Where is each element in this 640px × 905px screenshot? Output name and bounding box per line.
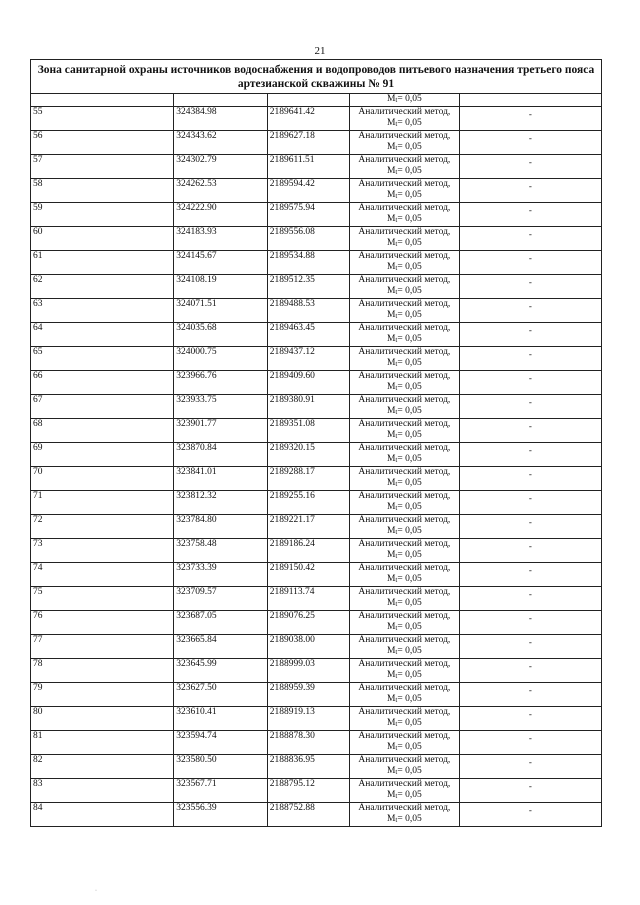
scan-mark: · — [95, 888, 97, 894]
method-text: Аналитический метод, — [358, 539, 451, 549]
coordinate-y: 2189380.91 — [267, 395, 349, 419]
coordinate-y: 2189556.08 — [267, 227, 349, 251]
accuracy-cell — [459, 275, 601, 299]
accuracy-cell — [459, 731, 601, 755]
accuracy-cell — [459, 371, 601, 395]
dash-mark: - — [528, 541, 532, 551]
dash-mark: - — [528, 133, 532, 143]
dash-mark: - — [528, 781, 532, 791]
method-text: Аналитический метод, — [358, 635, 451, 645]
accuracy-cell — [459, 107, 601, 131]
coordinate-x: 323556.39 — [174, 803, 267, 827]
method-text: Аналитический метод, — [358, 731, 451, 741]
accuracy-formula: Mt= 0,05 — [386, 286, 422, 296]
coordinate-x: 323580.50 — [174, 755, 267, 779]
accuracy-cell — [459, 299, 601, 323]
point-number: 71 — [31, 491, 174, 515]
accuracy-formula: Mt= 0,05 — [386, 382, 422, 392]
method-cell — [350, 347, 460, 371]
point-number: 60 — [31, 227, 174, 251]
table-row — [31, 299, 602, 323]
coordinate-x: 323784.80 — [174, 515, 267, 539]
accuracy-formula: Mt= 0,05 — [386, 430, 422, 440]
method-cell — [350, 131, 460, 155]
table-row — [31, 371, 602, 395]
point-number: 63 — [31, 299, 174, 323]
coordinate-x: 323901.77 — [174, 419, 267, 443]
coordinate-y: 2189512.35 — [267, 275, 349, 299]
coordinate-y: 2189534.88 — [267, 251, 349, 275]
method-cell — [350, 515, 460, 539]
coordinate-x: 323645.99 — [174, 659, 267, 683]
dash-mark: - — [528, 661, 532, 671]
accuracy-formula: Mt= 0,05 — [386, 454, 422, 464]
coordinate-x: 323687.05 — [174, 611, 267, 635]
continuation-accuracy-cell — [459, 94, 601, 107]
coordinate-y: 2189594.42 — [267, 179, 349, 203]
accuracy-formula: Mt= 0,05 — [386, 166, 422, 176]
method-cell — [350, 371, 460, 395]
table-row — [31, 803, 602, 827]
coordinates-table — [30, 59, 602, 827]
dash-mark: - — [528, 253, 532, 263]
point-number: 81 — [31, 731, 174, 755]
accuracy-cell — [459, 323, 601, 347]
table-title: Зона санитарной охраны источников водоснабжения и водопроводов питьевого назначения третьего пояса артезианской скважины № 91 — [31, 60, 602, 94]
coordinate-y: 2189488.53 — [267, 299, 349, 323]
point-number: 72 — [31, 515, 174, 539]
dash-mark: - — [528, 517, 532, 527]
method-cell — [350, 707, 460, 731]
dash-mark: - — [528, 757, 532, 767]
accuracy-cell — [459, 227, 601, 251]
coordinate-y: 2188878.30 — [267, 731, 349, 755]
coordinate-y: 2188795.12 — [267, 779, 349, 803]
table-row — [31, 731, 602, 755]
method-text: Аналитический метод, — [358, 299, 451, 309]
dash-mark: - — [528, 157, 532, 167]
table-row — [31, 227, 602, 251]
method-text: Аналитический метод, — [358, 371, 451, 381]
method-text: Аналитический метод, — [358, 275, 451, 285]
dash-mark: - — [528, 805, 532, 815]
table-row — [31, 587, 602, 611]
coordinate-x: 324071.51 — [174, 299, 267, 323]
point-number: 80 — [31, 707, 174, 731]
method-cell — [350, 683, 460, 707]
point-number: 62 — [31, 275, 174, 299]
accuracy-formula: Mt= 0,05 — [386, 358, 422, 368]
point-number: 58 — [31, 179, 174, 203]
coordinate-x: 323610.41 — [174, 707, 267, 731]
method-cell — [350, 323, 460, 347]
method-text: Аналитический метод, — [358, 611, 451, 621]
coordinate-y: 2189351.08 — [267, 419, 349, 443]
coordinate-y: 2189038.00 — [267, 635, 349, 659]
coordinate-y: 2189288.17 — [267, 467, 349, 491]
accuracy-cell — [459, 635, 601, 659]
method-text: Аналитический метод, — [358, 803, 451, 813]
point-number: 82 — [31, 755, 174, 779]
table-body — [31, 60, 602, 827]
accuracy-cell — [459, 467, 601, 491]
coordinate-x: 324108.19 — [174, 275, 267, 299]
dash-mark: - — [528, 685, 532, 695]
coordinate-x: 323870.84 — [174, 443, 267, 467]
dash-mark: - — [528, 637, 532, 647]
coordinate-y: 2189255.16 — [267, 491, 349, 515]
method-text: Аналитический метод, — [358, 155, 451, 165]
method-cell — [350, 203, 460, 227]
method-cell — [350, 227, 460, 251]
accuracy-formula: Mt= 0,05 — [386, 262, 422, 272]
accuracy-cell — [459, 419, 601, 443]
coordinate-y: 2189627.18 — [267, 131, 349, 155]
coordinate-x: 324343.62 — [174, 131, 267, 155]
method-cell — [350, 107, 460, 131]
coordinate-y: 2188959.39 — [267, 683, 349, 707]
coordinate-x: 324183.93 — [174, 227, 267, 251]
method-cell — [350, 275, 460, 299]
accuracy-formula: Mt= 0,05 — [386, 646, 422, 656]
method-text: Аналитический метод, — [358, 227, 451, 237]
dash-mark: - — [528, 469, 532, 479]
method-text: Аналитический метод, — [358, 131, 451, 141]
table-row — [31, 515, 602, 539]
table-row — [31, 611, 602, 635]
table-row — [31, 275, 602, 299]
dash-mark: - — [528, 733, 532, 743]
method-text: Аналитический метод, — [358, 683, 451, 693]
table-row — [31, 707, 602, 731]
dash-mark: - — [528, 277, 532, 287]
accuracy-formula: Mt= 0,05 — [386, 766, 422, 776]
accuracy-cell — [459, 515, 601, 539]
page-number: 21 — [314, 45, 326, 57]
accuracy-cell — [459, 803, 601, 827]
method-cell — [350, 563, 460, 587]
method-text: Аналитический метод, — [358, 419, 451, 429]
point-number: 61 — [31, 251, 174, 275]
point-number: 67 — [31, 395, 174, 419]
accuracy-cell — [459, 179, 601, 203]
point-number: 70 — [31, 467, 174, 491]
accuracy-formula: Mt= 0,05 — [386, 718, 422, 728]
coordinate-x: 323758.48 — [174, 539, 267, 563]
table-title-row — [31, 60, 602, 94]
method-cell — [350, 251, 460, 275]
method-cell — [350, 803, 460, 827]
accuracy-cell — [459, 443, 601, 467]
accuracy-cell — [459, 755, 601, 779]
point-number: 55 — [31, 107, 174, 131]
table-row — [31, 107, 602, 131]
dash-mark: - — [528, 589, 532, 599]
accuracy-cell — [459, 659, 601, 683]
accuracy-formula: Mt= 0,05 — [386, 814, 422, 824]
dash-mark: - — [528, 421, 532, 431]
coordinate-y: 2189221.17 — [267, 515, 349, 539]
table-row — [31, 755, 602, 779]
accuracy-cell — [459, 131, 601, 155]
coordinate-y: 2189113.74 — [267, 587, 349, 611]
method-cell — [350, 467, 460, 491]
table-row — [31, 659, 602, 683]
table-row — [31, 491, 602, 515]
continuation-y-cell — [267, 94, 349, 107]
accuracy-cell — [459, 155, 601, 179]
table-row — [31, 443, 602, 467]
accuracy-cell — [459, 707, 601, 731]
method-text: Аналитический метод, — [358, 779, 451, 789]
coordinate-y: 2189150.42 — [267, 563, 349, 587]
coordinate-x: 324262.53 — [174, 179, 267, 203]
accuracy-formula: Mt= 0,05 — [386, 598, 422, 608]
accuracy-formula: Mt= 0,05 — [386, 550, 422, 560]
table-row — [31, 395, 602, 419]
coordinate-x: 323841.01 — [174, 467, 267, 491]
accuracy-formula: Mt= 0,05 — [386, 670, 422, 680]
coordinate-y: 2188919.13 — [267, 707, 349, 731]
dash-mark: - — [528, 181, 532, 191]
coordinate-x: 324035.68 — [174, 323, 267, 347]
method-cell — [350, 659, 460, 683]
method-text: Аналитический метод, — [358, 251, 451, 261]
coordinate-x: 323627.50 — [174, 683, 267, 707]
accuracy-formula: Mt= 0,05 — [386, 790, 422, 800]
dash-mark: - — [528, 397, 532, 407]
point-number: 66 — [31, 371, 174, 395]
method-cell — [350, 155, 460, 179]
method-cell — [350, 443, 460, 467]
method-cell — [350, 299, 460, 323]
dash-mark: - — [528, 205, 532, 215]
accuracy-cell — [459, 611, 601, 635]
accuracy-formula: Mt= 0,05 — [386, 478, 422, 488]
point-number: 65 — [31, 347, 174, 371]
point-number: 68 — [31, 419, 174, 443]
table-row — [31, 323, 602, 347]
method-cell — [350, 635, 460, 659]
dash-mark: - — [528, 229, 532, 239]
coordinate-x: 323966.76 — [174, 371, 267, 395]
method-cell — [350, 611, 460, 635]
accuracy-formula: Mt= 0,05 — [386, 502, 422, 512]
coordinate-y: 2189575.94 — [267, 203, 349, 227]
coordinate-x: 323665.84 — [174, 635, 267, 659]
table-row — [31, 179, 602, 203]
method-text: Аналитический метод, — [358, 467, 451, 477]
accuracy-formula: Mt= 0,05 — [386, 118, 422, 128]
coordinate-y: 2189076.25 — [267, 611, 349, 635]
accuracy-formula: Mt= 0,05 — [386, 406, 422, 416]
continuation-row — [31, 94, 602, 107]
table-row — [31, 419, 602, 443]
point-number: 64 — [31, 323, 174, 347]
method-cell — [350, 395, 460, 419]
point-number: 83 — [31, 779, 174, 803]
method-cell — [350, 491, 460, 515]
accuracy-cell — [459, 251, 601, 275]
accuracy-formula: Mt= 0,05 — [386, 694, 422, 704]
table-row — [31, 683, 602, 707]
accuracy-cell — [459, 779, 601, 803]
method-text: Аналитический метод, — [358, 107, 451, 117]
dash-mark: - — [528, 613, 532, 623]
point-number: 77 — [31, 635, 174, 659]
point-number: 69 — [31, 443, 174, 467]
coordinate-y: 2189409.60 — [267, 371, 349, 395]
coordinate-x: 324145.67 — [174, 251, 267, 275]
method-text: Аналитический метод, — [358, 515, 451, 525]
method-cell — [350, 179, 460, 203]
dash-mark: - — [528, 709, 532, 719]
accuracy-formula: Mt= 0,05 — [386, 526, 422, 536]
accuracy-cell — [459, 491, 601, 515]
method-cell — [350, 587, 460, 611]
table-row — [31, 347, 602, 371]
continuation-num-cell — [31, 94, 174, 107]
coordinate-y: 2188999.03 — [267, 659, 349, 683]
dash-mark: - — [528, 109, 532, 119]
coordinate-x: 323933.75 — [174, 395, 267, 419]
dash-mark: - — [528, 445, 532, 455]
method-text: Аналитический метод, — [358, 443, 451, 453]
accuracy-formula: Mt= 0,05 — [386, 238, 422, 248]
point-number: 79 — [31, 683, 174, 707]
method-cell — [350, 779, 460, 803]
coordinate-x: 323733.39 — [174, 563, 267, 587]
dash-mark: - — [528, 349, 532, 359]
table-row — [31, 251, 602, 275]
accuracy-formula: Mt= 0,05 — [386, 334, 422, 344]
dash-mark: - — [528, 565, 532, 575]
table-row — [31, 467, 602, 491]
coordinate-y: 2189611.51 — [267, 155, 349, 179]
continuation-x-cell — [174, 94, 267, 107]
table-row — [31, 635, 602, 659]
method-text: Аналитический метод, — [358, 323, 451, 333]
dash-mark: - — [528, 373, 532, 383]
method-text: Аналитический метод, — [358, 707, 451, 717]
coordinate-y: 2189320.15 — [267, 443, 349, 467]
point-number: 73 — [31, 539, 174, 563]
method-text: Аналитический метод, — [358, 179, 451, 189]
accuracy-cell — [459, 587, 601, 611]
method-text: Аналитический метод, — [358, 659, 451, 669]
method-cell — [350, 731, 460, 755]
dash-mark: - — [528, 493, 532, 503]
coordinate-x: 323594.74 — [174, 731, 267, 755]
method-text: Аналитический метод, — [358, 563, 451, 573]
table-row — [31, 131, 602, 155]
coordinate-y: 2189437.12 — [267, 347, 349, 371]
method-text: Аналитический метод, — [358, 203, 451, 213]
accuracy-cell — [459, 563, 601, 587]
point-number: 56 — [31, 131, 174, 155]
method-text: Аналитический метод, — [358, 347, 451, 357]
dash-mark: - — [528, 301, 532, 311]
accuracy-cell — [459, 203, 601, 227]
method-cell — [350, 539, 460, 563]
point-number: 74 — [31, 563, 174, 587]
coordinate-x: 323567.71 — [174, 779, 267, 803]
coordinate-y: 2189463.45 — [267, 323, 349, 347]
coordinate-x: 324384.98 — [174, 107, 267, 131]
point-number: 59 — [31, 203, 174, 227]
accuracy-cell — [459, 347, 601, 371]
coordinate-y: 2188752.88 — [267, 803, 349, 827]
point-number: 78 — [31, 659, 174, 683]
accuracy-formula: Mt= 0,05 — [386, 214, 422, 224]
accuracy-formula: Mt= 0,05 — [386, 622, 422, 632]
accuracy-cell — [459, 395, 601, 419]
coordinate-x: 324302.79 — [174, 155, 267, 179]
coordinate-x: 324000.75 — [174, 347, 267, 371]
coordinate-x: 323812.32 — [174, 491, 267, 515]
accuracy-cell — [459, 683, 601, 707]
accuracy-formula: Mt= 0,05 — [386, 142, 422, 152]
method-cell — [350, 419, 460, 443]
coordinate-y: 2189641.42 — [267, 107, 349, 131]
accuracy-formula: Mt= 0,05 — [386, 742, 422, 752]
continuation-method-cell: Mt= 0,05 — [350, 94, 460, 107]
coordinate-x: 324222.90 — [174, 203, 267, 227]
table-row — [31, 155, 602, 179]
coordinate-y: 2189186.24 — [267, 539, 349, 563]
method-text: Аналитический метод, — [358, 395, 451, 405]
table-row — [31, 203, 602, 227]
coordinate-y: 2188836.95 — [267, 755, 349, 779]
point-number: 75 — [31, 587, 174, 611]
accuracy-cell — [459, 539, 601, 563]
table-row — [31, 563, 602, 587]
accuracy-formula: Mt= 0,05 — [386, 310, 422, 320]
coordinate-x: 323709.57 — [174, 587, 267, 611]
point-number: 76 — [31, 611, 174, 635]
method-cell — [350, 755, 460, 779]
accuracy-formula: Mt= 0,05 — [386, 190, 422, 200]
dash-mark: - — [528, 325, 532, 335]
accuracy-formula: Mt= 0,05 — [386, 574, 422, 584]
table-row — [31, 779, 602, 803]
method-text: Аналитический метод, — [358, 587, 451, 597]
method-text: Аналитический метод, — [358, 491, 451, 501]
method-text: Аналитический метод, — [358, 755, 451, 765]
table-row — [31, 539, 602, 563]
point-number: 57 — [31, 155, 174, 179]
point-number: 84 — [31, 803, 174, 827]
